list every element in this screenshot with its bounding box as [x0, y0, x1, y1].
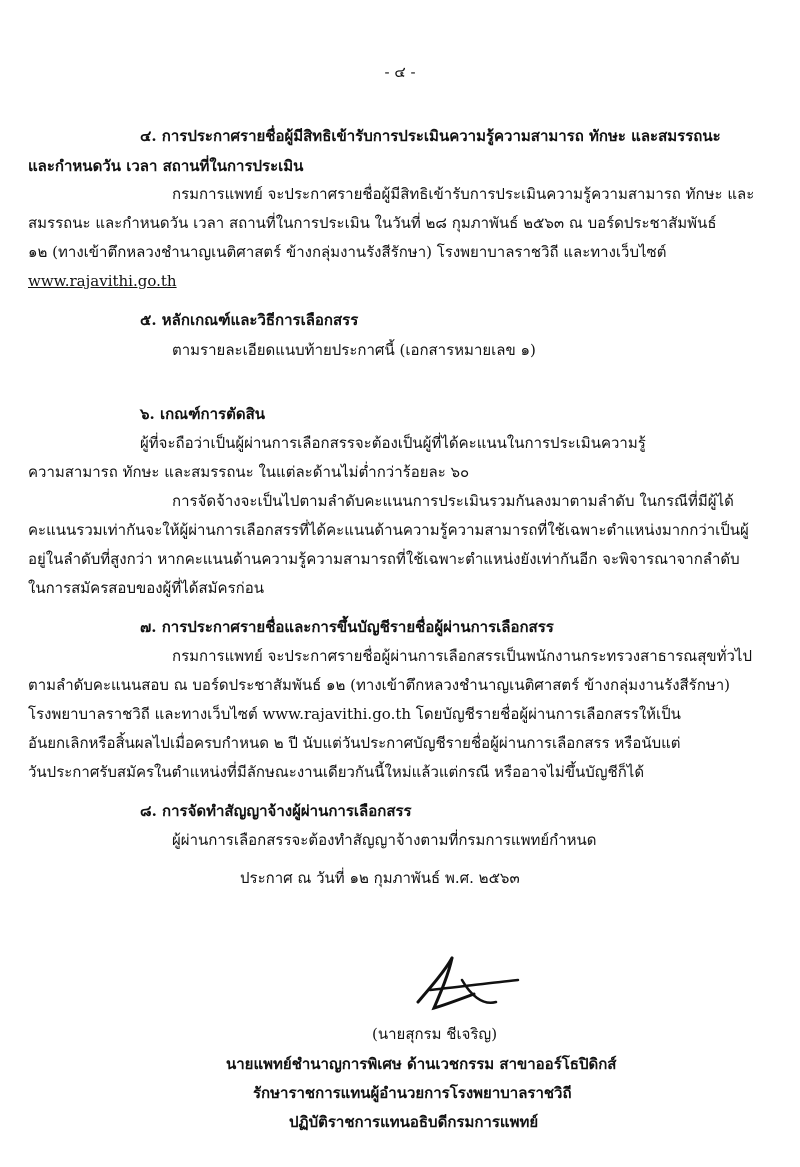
- section7-body-line4: อันยกเลิกหรือสิ้นผลไปเมื่อครบกำหนด ๒ ปี นับแต่วันประกาศบัญชีรายชื่อผู้ผ่านการเลือกสรร หรือนับแต่: [28, 734, 681, 752]
- signatory-title-line2: รักษาราชการแทนผู้อำนวยการโรงพยาบาลราชวิถี: [253, 1084, 572, 1102]
- page-number: - ๔ -: [384, 63, 416, 81]
- section6-heading: ๖. เกณฑ์การตัดสิน: [140, 405, 265, 423]
- signatory-title-line1: นายแพทย์ชำนาญการพิเศษ ด้านเวชกรรม สาขาออร์โธปิดิกส์: [226, 1055, 617, 1073]
- section6-body-line2: ความสามารถ ทักษะ และสมรรถนะ ในแต่ละด้านไม่ต่ำกว่าร้อยละ ๖๐: [28, 463, 470, 481]
- section7-body-line3: โรงพยาบาลราชวิถี และทางเว็บไซต์ www.rajavithi.go.th โดยบัญชีรายชื่อผู้ผ่านการเลือกสรรให้เป็น: [28, 705, 681, 723]
- section4-heading-line1: ๔. การประกาศรายชื่อผู้มีสิทธิเข้ารับการประเมินความรู้ความสามารถ ทักษะ และสมรรถนะ: [140, 127, 721, 145]
- signatory-title-line3: ปฏิบัติราชการแทนอธิบดีกรมการแพทย์: [289, 1113, 539, 1131]
- section7-body-line2: ตามลำดับคะแนนสอบ ณ บอร์ดประชาสัมพันธ์ ๑๒ (ทางเข้าตึกหลวงชำนาญเนติศาสตร์ ข้างกลุ่มงานรังสีรักษา): [28, 676, 730, 694]
- section7-body-line1: กรมการแพทย์ จะประกาศรายชื่อผู้ผ่านการเลือกสรรเป็นพนักงานกระทรวงสาธารณสุขทั่วไป: [172, 647, 752, 665]
- section7-heading: ๗. การประกาศรายชื่อและการขึ้นบัญชีรายชื่อผู้ผ่านการเลือกสรร: [140, 618, 554, 636]
- section4-body-line3: ๑๒ (ทางเข้าตึกหลวงชำนาญเนติศาสตร์ ข้างกลุ่มงานรังสีรักษา) โรงพยาบาลราชวิถี และทางเว็บไซต์: [28, 243, 667, 261]
- handwritten-signature: [400, 950, 540, 1020]
- section6-body-line3: การจัดจ้างจะเป็นไปตามลำดับคะแนนการประเมินรวมกันลงมาตามลำดับ ในกรณีที่มีผู้ได้: [172, 492, 734, 510]
- section5-heading: ๕. หลักเกณฑ์และวิธีการเลือกสรร: [140, 311, 359, 329]
- section4-heading-line2: และกำหนดวัน เวลา สถานที่ในการประเมิน: [28, 157, 304, 175]
- section6-body-line5: อยู่ในลำดับที่สูงกว่า หากคะแนนด้านความรู้ความสามารถที่ใช้เฉพาะตำแหน่งยังเท่ากันอีก จะพิจารณาจากลำดับ: [28, 550, 740, 568]
- section4-body-line2: สมรรถนะ และกำหนดวัน เวลา สถานที่ในการประเมิน ในวันที่ ๒๘ กุมภาพันธ์ ๒๕๖๓ ณ บอร์ดประชาสัมพันธ์: [28, 214, 717, 232]
- section6-body-line6: ในการสมัครสอบของผู้ที่ได้สมัครก่อน: [28, 579, 264, 597]
- section7-body-line5: วันประกาศรับสมัครในตำแหน่งที่มีลักษณะงานเดียวกันนี้ใหม่แล้วแต่กรณี หรืออาจไม่ขึ้นบัญชีก็ได้: [28, 763, 645, 781]
- section5-body-line1: ตามรายละเอียดแนบท้ายประกาศนี้ (เอกสารหมายเลข ๑): [172, 341, 536, 359]
- section6-body-line4: คะแนนรวมเท่ากันจะให้ผู้ผ่านการเลือกสรรที่ได้คะแนนด้านความรู้ความสามารถที่ใช้เฉพาะตำแหน่งมากกว่าเป็นผู้: [28, 521, 749, 539]
- section8-heading: ๘. การจัดทำสัญญาจ้างผู้ผ่านการเลือกสรร: [140, 802, 412, 820]
- signatory-name: (นายสุกรม ชีเจริญ): [372, 1025, 498, 1043]
- section8-body-line1: ผู้ผ่านการเลือกสรรจะต้องทำสัญญาจ้างตามที่กรมการแพทย์กำหนด: [172, 831, 597, 849]
- section6-body-line1: ผู้ที่จะถือว่าเป็นผู้ผ่านการเลือกสรรจะต้องเป็นผู้ที่ได้คะแนนในการประเมินความรู้: [140, 434, 646, 452]
- section4-body-line1: กรมการแพทย์ จะประกาศรายชื่อผู้มีสิทธิเข้ารับการประเมินความรู้ความสามารถ ทักษะ และ: [172, 185, 755, 203]
- announcement-date: ประกาศ ณ วันที่ ๑๒ กุมภาพันธ์ พ.ศ. ๒๕๖๓: [240, 869, 520, 887]
- section4-website-link[interactable]: www.rajavithi.go.th: [28, 272, 177, 290]
